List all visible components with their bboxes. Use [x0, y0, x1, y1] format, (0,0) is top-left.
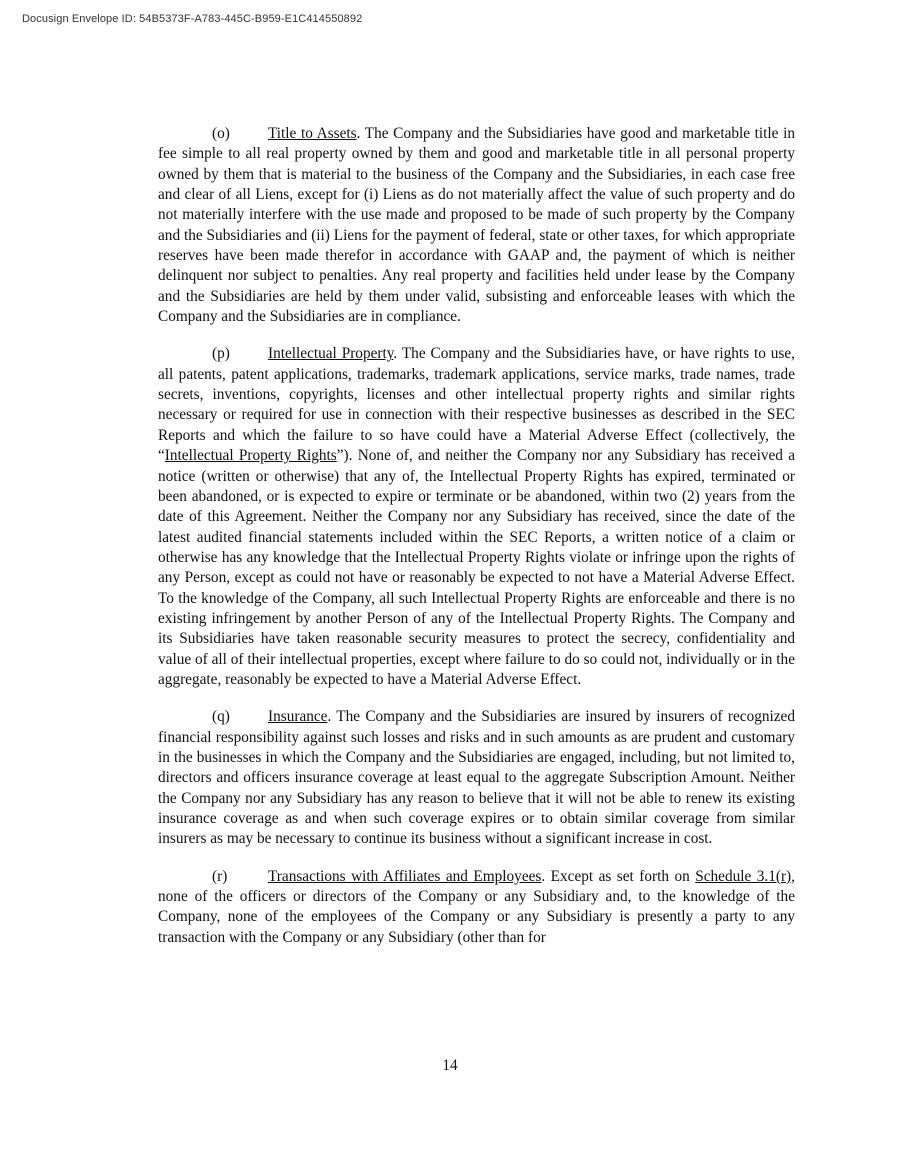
document-body: [158, 124, 795, 965]
section-q-text: . The Company and the Subsidiaries are insured by insurers of recognized financial responsibility against such losses and risks and in such amounts as are prudent and customary in the businesses in which the Company and the Subsidiaries are engaged, including, but not limited to, directors and officers insurance coverage at least equal to the aggregate Subscription Amount. Neither the Company nor any Subsidiary has any reason to believe that it will not be able to renew its existing insurance coverage as and when such coverage expires or to obtain similar coverage from similar insurers as may be necessary to continue its business without a significant increase in cost.: [158, 708, 795, 848]
page-number: [0, 1057, 900, 1075]
section-r-number: (r): [212, 867, 228, 885]
section-o: [158, 124, 795, 327]
envelope-id: Docusign Envelope ID: 54B5373F-A783-445C-B959-E1C414550892: [22, 13, 363, 25]
section-p: [158, 344, 795, 690]
page-number-text: 14: [442, 1057, 458, 1074]
section-o-text: . The Company and the Subsidiaries have good and marketable title in fee simple to all real property owned by them and good and marketable title in all personal property owned by them that is material to the business of the Company and the Subsidiaries, in each case free and clear of all Liens, except for (i) Liens as do not materially affect the value of such property and do not materially interfere with the use made and proposed to be made of such property by the Company and the Subsidiaries and (ii) Liens for the payment of federal, state or other taxes, for which appropriate reserves have been made therefor in accordance with GAAP and, the payment of which is neither delinquent nor subject to penalties. Any real property and facilities held under lease by the Company and the Subsidiaries are held by them under valid, subsisting and enforceable leases with which the Company and the Subsidiaries are in compliance.: [158, 125, 795, 326]
section-r: [158, 867, 795, 948]
section-p-text-before: . The Company and the Subsidiaries have, or have rights to use, all patents, patent applications, trademarks, trademark applications, service marks, trade names, trade secrets, inventions, copyrights, licenses and other intellectual property rights and similar rights necessary or required for use in connection with their respective businesses as described in the SEC Reports and which the failure to so have could have a Material Adverse Effect (collectively, the “: [158, 345, 795, 465]
section-q: [158, 707, 795, 849]
section-q-title: Insurance: [268, 708, 328, 726]
section-q-number: (q): [212, 708, 230, 726]
section-r-text-after: , none of the officers or directors of the Company or any Subsidiary and, to the knowledge of the Company, none of the employees of the Company or any Subsidiary is presently a party to any transaction with the Company or any Subsidiary (other than for: [158, 867, 795, 946]
section-o-title: Title to Assets: [268, 125, 357, 142]
defined-term-ip-rights: Intellectual Property Rights: [164, 447, 337, 465]
section-r-text-before: . Except as set forth on: [541, 867, 696, 885]
section-p-title: Intellectual Property: [268, 345, 394, 363]
section-p-number: (p): [212, 345, 230, 363]
section-r-title: Transactions with Affiliates and Employees: [268, 867, 542, 885]
schedule-reference: Schedule 3.1(r): [695, 867, 792, 885]
section-p-text-after: ”). None of, and neither the Company nor any Subsidiary has received a notice (written or otherwise) that any of, the Intellectual Property Rights has expired, terminated or been abandoned, or is expected to expire or terminate or be abandoned, within two (2) years from the date of this Agreement. Neither the Company nor any Subsidiary has received, since the date of the latest audited financial statements included within the SEC Reports, a written notice of a claim or otherwise has any knowledge that the Intellectual Property Rights violate or infringe upon the rights of any Person, except as could not have or reasonably be expected to not have a Material Adverse Effect. To the knowledge of the Company, all such Intellectual Property Rights are enforceable and there is no existing infringement by another Person of any of the Intellectual Property Rights. The Company and its Subsidiaries have taken reasonable security measures to protect the secrecy, confidentiality and value of all of their intellectual properties, except where failure to do so could not, individually or in the aggregate, reasonably be expected to have a Material Adverse Effect.: [158, 447, 795, 688]
section-o-number: (o): [212, 125, 230, 142]
